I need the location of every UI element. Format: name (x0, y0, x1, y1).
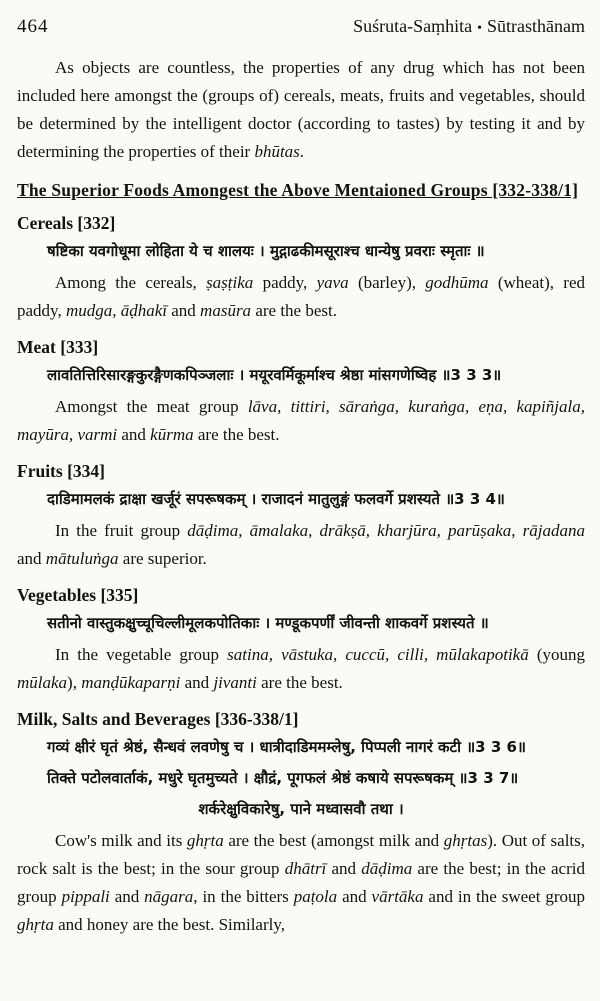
subheading-fruits: Fruits [334] (17, 461, 105, 481)
book-title: Suśruta-Saṃhita (353, 16, 473, 36)
intro-paragraph: As objects are countless, the properties of any drug which has not been included here amongst the (groups of) cereals, meats, fruits and vegetables, should be determined by the intelligent doctor (according to tastes) by testing it and by determining the properties of their bhūtas. (17, 58, 585, 161)
subheading-cereals: Cereals [332] (17, 213, 116, 233)
sanskrit-verse-vegetables: सतीनो वास्तुकक्षुच्चूचिल्लीमूलकपोतिकाः । मण्डूकपर्णीं जीवन्ती शाकवर्गे प्रशस्यते ॥ (47, 614, 489, 632)
main-section-heading: The Superior Foods Amongest the Above Mentaioned Groups [332-338/1] (17, 180, 579, 200)
subheading-milk-salts-beverages: Milk, Salts and Beverages [336-338/1] (17, 709, 299, 729)
sanskrit-verse-milk-3: शर्करेक्षुविकारेषु, पाने मध्वासवौ तथा । (198, 800, 404, 818)
sanskrit-verse-fruits: दाडिमामलकं द्राक्षा खर्जूरं सपरूषकम् । राजादनं मातुलुङ्गं फलवर्गे प्रशस्यते ॥3 3 4॥ (47, 490, 505, 508)
sanskrit-verse-cereals: षष्टिका यवगोधूमा लोहिता ये च शालयः । मुद्गाढकीमसूराश्च धान्येषु प्रवराः स्मृताः ॥ (47, 242, 485, 260)
running-title (353, 16, 585, 37)
page-header (17, 16, 585, 38)
bullet-separator: • (477, 21, 483, 36)
section-title: Sūtrasthānam (487, 16, 585, 36)
translation-vegetables: In the vegetable group satina, vāstuka, cuccū, cilli, mūlakapotikā (young mūlaka), manḍūkaparṇi and jivanti are the best. (17, 645, 586, 692)
subheading-vegetables: Vegetables [335] (17, 585, 139, 605)
translation-cereals: Among the cereals, ṣaṣṭika paddy, yava (barley), godhūma (wheat), red paddy, mudga, āḍhakī and masūra are the best. (17, 273, 585, 320)
translation-milk-salts-beverages: Cow's milk and its ghṛta are the best (amongst milk and ghṛtas). Out of salts, rock salt is the best; in the sour group dhātrī and dāḍima are the best; in the acrid group pippali and nāgara, in the bitters paṭola and vārtāka and in the sweet group ghṛta and honey are the best. Similarly, (17, 831, 585, 934)
sanskrit-verse-milk-1: गव्यं क्षीरं घृतं श्रेष्ठं, सैन्धवं लवणेषु च । धात्रीदाडिममम्लेषु, पिप्पली नागरं कटी ॥3 3 6॥ (47, 738, 526, 756)
translation-meat: Amongst the meat group lāva, tittiri, sāraṅga, kuraṅga, eṇa, kapiñjala, mayūra, varmi and kūrma are the best. (17, 397, 585, 444)
page-number: 464 (17, 16, 49, 37)
sanskrit-verse-meat: लावतित्तिरिसारङ्गकुरङ्गैणकपिञ्जलाः । मयूरवर्मिकूर्माश्च श्रेष्ठा मांसगणेष्विह ॥3 3 3॥ (47, 366, 502, 384)
translation-fruits: In the fruit group dāḍima, āmalaka, drākṣā, kharjūra, parūṣaka, rājadana and mātuluṅga are superior. (17, 521, 585, 568)
sanskrit-verse-milk-2: तिक्ते पटोलवार्ताकं, मधुरे घृतमुच्यते । क्षौद्रं, पूगफलं श्रेष्ठं कषाये सपरूषकम् ॥3 3 7॥ (47, 769, 519, 787)
subheading-meat: Meat [333] (17, 337, 99, 357)
